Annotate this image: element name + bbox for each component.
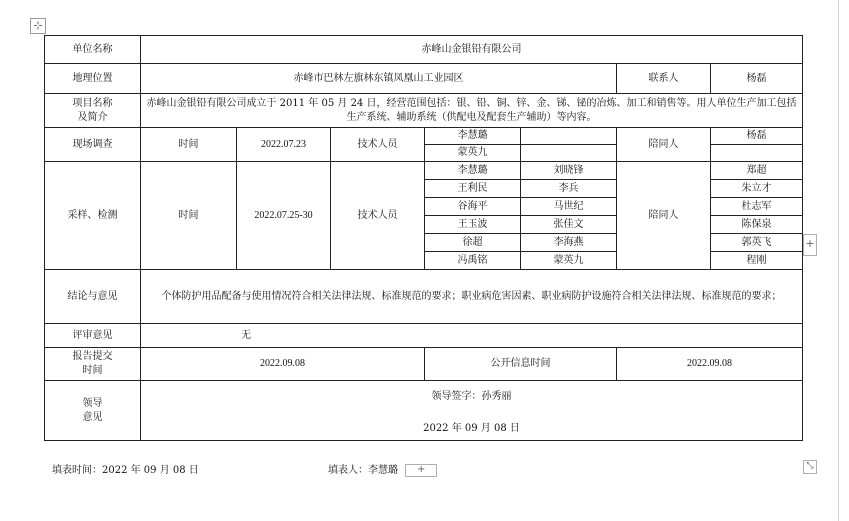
unit-value[interactable]: 赤峰山金银铅有限公司 (141, 36, 803, 64)
project-label (45, 94, 141, 128)
sampling-staff[interactable]: 马世纪 (521, 198, 617, 216)
review-value[interactable]: 无 (141, 324, 803, 348)
sampling-escort[interactable]: 郑超 (711, 162, 803, 180)
table-move-handle-icon[interactable]: ⊹ (30, 18, 46, 34)
contact-label: 联系人 (617, 64, 711, 94)
unit-label: 单位名称 (45, 36, 141, 64)
add-row-plus-icon[interactable]: + (803, 234, 817, 256)
sampling-staff[interactable]: 李兵 (521, 180, 617, 198)
sampling-staff[interactable]: 张佳文 (521, 216, 617, 234)
sampling-escort[interactable]: 郭英飞 (711, 234, 803, 252)
survey-time-label: 时间 (141, 128, 237, 162)
report-label-line1: 报告提交 (72, 351, 113, 362)
survey-tech-staff[interactable]: 李慧璐 (425, 128, 521, 145)
sampling-escort[interactable]: 陈保泉 (711, 216, 803, 234)
leader-signature: 领导签字：孙秀丽 (431, 390, 512, 402)
row-review (45, 324, 803, 348)
location-value[interactable]: 赤峰市巴林左旗林东镇凤凰山工业园区 (141, 64, 617, 94)
location-label: 地理位置 (45, 64, 141, 94)
row-survey-1 (45, 128, 803, 145)
survey-escort-label: 陪同人 (617, 128, 711, 162)
conclusion-text[interactable]: 个体防护用品配备与使用情况符合相关法律法规、标准规范的要求；职业病危害因素、职业病防护设施符合相关法律法规、标准规范的要求； (141, 270, 803, 324)
filler-name: 填表人：李慧璐 (328, 465, 398, 476)
sampling-staff[interactable]: 徐超 (425, 234, 521, 252)
filler-area (328, 461, 437, 477)
sampling-date[interactable]: 2022.07.25-30 (237, 162, 331, 270)
sampling-staff[interactable]: 谷海平 (425, 198, 521, 216)
sampling-time-label: 时间 (141, 162, 237, 270)
sampling-escort-label: 陪同人 (617, 162, 711, 270)
survey-tech-staff-empty[interactable] (521, 145, 617, 162)
project-label-line2: 及简介 (77, 111, 108, 123)
review-label: 评审意见 (45, 324, 141, 348)
sampling-staff[interactable]: 李慧璐 (425, 162, 521, 180)
sampling-staff[interactable]: 王利民 (425, 180, 521, 198)
survey-tech-label: 技术人员 (331, 128, 425, 162)
row-leader (45, 381, 803, 441)
report-label (45, 348, 141, 381)
leader-label-line1: 领导 (82, 397, 103, 409)
survey-escort[interactable] (711, 145, 803, 162)
sampling-label: 采样、检测 (45, 162, 141, 270)
row-project (45, 94, 803, 128)
publish-label: 公开信息时间 (425, 348, 617, 381)
row-sampling-1 (45, 162, 803, 180)
add-column-plus-icon[interactable]: + (405, 464, 437, 477)
sampling-staff[interactable]: 蒙英九 (521, 252, 617, 270)
sampling-staff[interactable]: 王玉波 (425, 216, 521, 234)
survey-escort[interactable]: 杨磊 (711, 128, 803, 145)
leader-date: 2022 年 09 月 08 日 (423, 422, 520, 434)
survey-tech-staff[interactable]: 蒙英九 (425, 145, 521, 162)
sampling-escort[interactable]: 程刚 (711, 252, 803, 270)
project-description[interactable]: 赤峰山金银铅有限公司成立于 2011 年 05 月 24 日，经营范围包括：银、铅、铜、锌、金、锑、铋的冶炼、加工和销售等。用人单位生产加工包括生产系统、辅助系统（供配电及配套生产辅助）等内容。 (141, 94, 803, 128)
conclusion-label: 结论与意见 (45, 270, 141, 324)
report-date[interactable]: 2022.09.08 (141, 348, 425, 381)
leader-label (45, 381, 141, 441)
publish-date[interactable]: 2022.09.08 (617, 348, 803, 381)
sampling-staff[interactable]: 刘晓锋 (521, 162, 617, 180)
sampling-escort[interactable]: 朱立才 (711, 180, 803, 198)
sampling-staff[interactable]: 冯禹铭 (425, 252, 521, 270)
row-unit (45, 36, 803, 64)
row-conclusion (45, 270, 803, 324)
sampling-tech-label: 技术人员 (331, 162, 425, 270)
survey-label: 现场调查 (45, 128, 141, 162)
fill-time: 填表时间：2022 年 09 月 08 日 (52, 465, 199, 476)
sampling-staff[interactable]: 李海燕 (521, 234, 617, 252)
report-label-line2: 时间 (82, 365, 103, 376)
row-report (45, 348, 803, 381)
table-resize-handle-icon[interactable]: ⤡ (803, 460, 817, 474)
project-label-line1: 项目名称 (72, 97, 113, 109)
survey-tech-staff-empty[interactable] (521, 128, 617, 145)
form-table (44, 35, 803, 441)
leader-opinion[interactable] (141, 381, 803, 441)
sampling-escort[interactable]: 杜志军 (711, 198, 803, 216)
row-location (45, 64, 803, 94)
survey-date[interactable]: 2022.07.23 (237, 128, 331, 162)
contact-value[interactable]: 杨磊 (711, 64, 803, 94)
leader-label-line2: 意见 (82, 411, 103, 423)
